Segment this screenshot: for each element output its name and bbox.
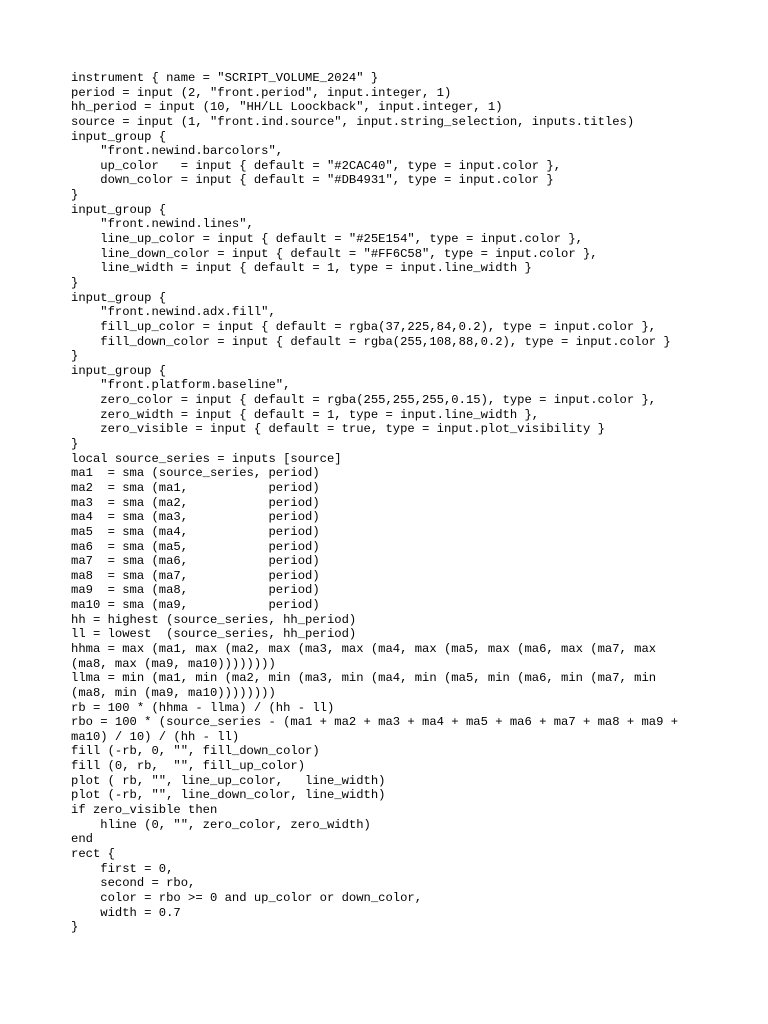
code-line: ma1 = sma (source_series, period) bbox=[71, 466, 320, 481]
code-line: } bbox=[71, 920, 79, 935]
code-line: line_down_color = input { default = "#FF6C58", type = input.color }, bbox=[71, 246, 598, 261]
code-line: input_group { bbox=[71, 202, 167, 217]
code-line: fill_down_color = input { default = rgba(255,108,88,0.2), type = input.color } bbox=[71, 334, 671, 349]
code-line: end bbox=[71, 832, 93, 847]
code-line: hline (0, "", zero_color, zero_width) bbox=[71, 817, 371, 832]
code-line: hhma = max (ma1, max (ma2, max (ma3, max (ma4, max (ma5, max (ma6, max (ma7, max bbox=[71, 641, 657, 656]
code-line: fill_up_color = input { default = rgba(37,225,84,0.2), type = input.color }, bbox=[71, 319, 657, 334]
code-line: width = 0.7 bbox=[71, 905, 181, 920]
code-line: ma3 = sma (ma2, period) bbox=[71, 495, 320, 510]
code-line: plot ( rb, "", line_up_color, line_width) bbox=[71, 773, 386, 788]
code-line: zero_color = input { default = rgba(255,255,255,0.15), type = input.color }, bbox=[71, 393, 657, 408]
code-line: local source_series = inputs [source] bbox=[71, 451, 342, 466]
code-line: "front.newind.adx.fill", bbox=[71, 305, 276, 320]
code-line: (ma8, max (ma9, ma10)))))))) bbox=[71, 656, 276, 671]
code-line: input_group { bbox=[71, 129, 167, 144]
code-line: rb = 100 * (hhma - llma) / (hh - ll) bbox=[71, 700, 335, 715]
code-line: (ma8, min (ma9, ma10)))))))) bbox=[71, 685, 276, 700]
code-line: color = rbo >= 0 and up_color or down_color, bbox=[71, 890, 423, 905]
code-line: plot (-rb, "", line_down_color, line_width) bbox=[71, 788, 386, 803]
code-line: } bbox=[71, 437, 79, 452]
code-line: rbo = 100 * (source_series - (ma1 + ma2 + ma3 + ma4 + ma5 + ma6 + ma7 + ma8 + ma9 + bbox=[71, 715, 679, 730]
code-line: ma4 = sma (ma3, period) bbox=[71, 510, 320, 525]
code-line: ma8 = sma (ma7, period) bbox=[71, 568, 320, 583]
code-line: instrument { name = "SCRIPT_VOLUME_2024" } bbox=[71, 71, 379, 85]
code-line: ma7 = sma (ma6, period) bbox=[71, 554, 320, 569]
code-line: down_color = input { default = "#DB4931", type = input.color } bbox=[71, 173, 554, 188]
code-line: line_width = input { default = 1, type = input.line_width } bbox=[71, 261, 532, 276]
code-line: up_color = input { default = "#2CAC40", type = input.color }, bbox=[71, 158, 562, 173]
code-line: } bbox=[71, 275, 79, 290]
code-line: "front.newind.barcolors", bbox=[71, 144, 284, 159]
code-line: ma6 = sma (ma5, period) bbox=[71, 539, 320, 554]
code-line: ma10) / 10) / (hh - ll) bbox=[71, 729, 240, 744]
code-line: if zero_visible then bbox=[71, 803, 218, 818]
code-line: } bbox=[71, 349, 79, 364]
code-line: ma10 = sma (ma9, period) bbox=[71, 598, 320, 613]
code-line: llma = min (ma1, min (ma2, min (ma3, min (ma4, min (ma5, min (ma6, min (ma7, min bbox=[71, 671, 657, 686]
code-line: line_up_color = input { default = "#25E154", type = input.color }, bbox=[71, 232, 583, 247]
code-line: input_group { bbox=[71, 290, 167, 305]
code-line: source = input (1, "front.ind.source", input.string_selection, inputs.titles) bbox=[71, 114, 635, 129]
code-line: hh_period = input (10, "HH/LL Loockback", input.integer, 1) bbox=[71, 100, 503, 115]
code-line: fill (-rb, 0, "", fill_down_color) bbox=[71, 744, 320, 759]
code-line: second = rbo, bbox=[71, 876, 196, 891]
code-line: ma2 = sma (ma1, period) bbox=[71, 480, 320, 495]
code-line: ma9 = sma (ma8, period) bbox=[71, 583, 320, 598]
code-line: period = input (2, "front.period", input.integer, 1) bbox=[71, 85, 452, 100]
code-line: first = 0, bbox=[71, 861, 174, 876]
code-line: } bbox=[71, 188, 79, 203]
code-line: zero_visible = input { default = true, type = input.plot_visibility } bbox=[71, 422, 605, 437]
code-line: hh = highest (source_series, hh_period) bbox=[71, 612, 357, 627]
code-line: fill (0, rb, "", fill_up_color) bbox=[71, 759, 306, 774]
code-line: "front.newind.lines", bbox=[71, 217, 254, 232]
code-line: rect { bbox=[71, 846, 115, 861]
code-line: input_group { bbox=[71, 363, 167, 378]
code-line: zero_width = input { default = 1, type = input.line_width }, bbox=[71, 407, 540, 422]
code-line: "front.platform.baseline", bbox=[71, 378, 291, 393]
code-block bbox=[71, 71, 678, 935]
code-line: ll = lowest (source_series, hh_period) bbox=[71, 627, 357, 642]
code-line: ma5 = sma (ma4, period) bbox=[71, 524, 320, 539]
